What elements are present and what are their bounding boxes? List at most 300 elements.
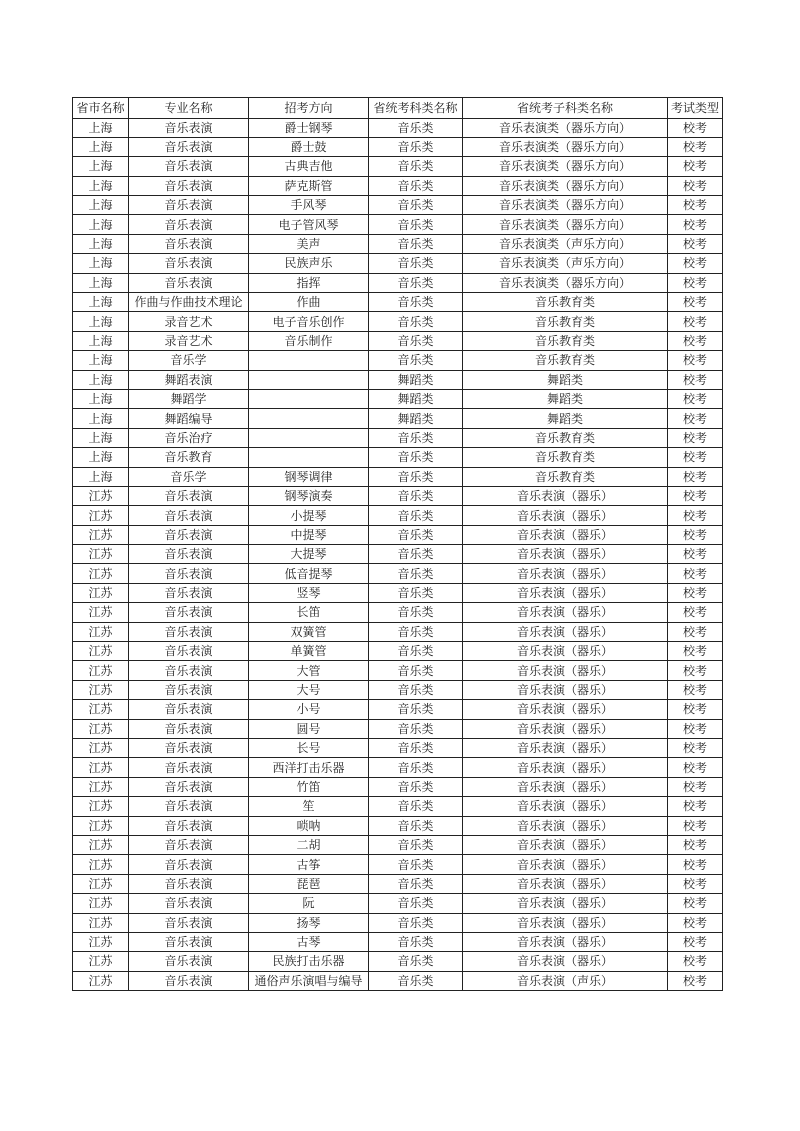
cell-category: 音乐类 — [369, 622, 463, 641]
table-row — [73, 157, 723, 176]
table-header-row — [73, 98, 723, 119]
cell-category: 音乐类 — [369, 855, 463, 874]
cell-subcategory: 音乐表演（器乐） — [463, 700, 668, 719]
cell-major: 音乐治疗 — [129, 428, 249, 447]
cell-subcategory: 音乐表演类（器乐方向） — [463, 273, 668, 292]
cell-province: 江苏 — [73, 894, 129, 913]
cell-direction: 大管 — [249, 661, 369, 680]
cell-major: 音乐表演 — [129, 777, 249, 796]
cell-province: 江苏 — [73, 603, 129, 622]
cell-direction: 古琴 — [249, 932, 369, 951]
table-row — [73, 254, 723, 273]
cell-subcategory: 舞蹈类 — [463, 389, 668, 408]
cell-subcategory: 音乐表演（器乐） — [463, 603, 668, 622]
cell-category: 音乐类 — [369, 331, 463, 350]
cell-subcategory: 音乐表演类（器乐方向） — [463, 118, 668, 137]
cell-subcategory: 音乐表演类（器乐方向） — [463, 196, 668, 215]
table-row — [73, 564, 723, 583]
cell-category: 音乐类 — [369, 971, 463, 990]
cell-category: 音乐类 — [369, 467, 463, 486]
table-row — [73, 777, 723, 796]
cell-province: 上海 — [73, 176, 129, 195]
cell-major: 音乐表演 — [129, 545, 249, 564]
cell-subcategory: 音乐表演类（器乐方向） — [463, 215, 668, 234]
cell-direction: 长笛 — [249, 603, 369, 622]
cell-category: 音乐类 — [369, 719, 463, 738]
table-row — [73, 176, 723, 195]
table-row — [73, 409, 723, 428]
cell-province: 江苏 — [73, 622, 129, 641]
cell-province: 江苏 — [73, 874, 129, 893]
cell-major: 音乐表演 — [129, 564, 249, 583]
cell-category: 音乐类 — [369, 312, 463, 331]
cell-subcategory: 音乐教育类 — [463, 448, 668, 467]
cell-major: 舞蹈表演 — [129, 370, 249, 389]
cell-subcategory: 音乐表演（器乐） — [463, 486, 668, 505]
cell-subcategory: 音乐表演类（声乐方向） — [463, 254, 668, 273]
cell-subcategory: 音乐表演（器乐） — [463, 797, 668, 816]
table-row — [73, 894, 723, 913]
cell-exam-type: 校考 — [668, 118, 723, 137]
cell-major: 音乐表演 — [129, 680, 249, 699]
cell-exam-type: 校考 — [668, 448, 723, 467]
cell-category: 音乐类 — [369, 545, 463, 564]
cell-major: 音乐表演 — [129, 176, 249, 195]
cell-exam-type: 校考 — [668, 196, 723, 215]
cell-province: 江苏 — [73, 719, 129, 738]
cell-major: 音乐教育 — [129, 448, 249, 467]
cell-exam-type: 校考 — [668, 215, 723, 234]
cell-subcategory: 音乐表演（声乐） — [463, 971, 668, 990]
cell-province: 上海 — [73, 428, 129, 447]
cell-exam-type: 校考 — [668, 428, 723, 447]
cell-province: 江苏 — [73, 545, 129, 564]
cell-major: 录音艺术 — [129, 312, 249, 331]
cell-exam-type: 校考 — [668, 932, 723, 951]
cell-exam-type: 校考 — [668, 583, 723, 602]
cell-major: 作曲与作曲技术理论 — [129, 293, 249, 312]
cell-exam-type: 校考 — [668, 137, 723, 156]
cell-category: 音乐类 — [369, 603, 463, 622]
cell-category: 音乐类 — [369, 952, 463, 971]
cell-category: 音乐类 — [369, 196, 463, 215]
cell-province: 江苏 — [73, 855, 129, 874]
cell-major: 音乐表演 — [129, 157, 249, 176]
cell-major: 音乐表演 — [129, 758, 249, 777]
cell-major: 音乐学 — [129, 351, 249, 370]
cell-category: 音乐类 — [369, 758, 463, 777]
cell-exam-type: 校考 — [668, 603, 723, 622]
cell-direction: 扬琴 — [249, 913, 369, 932]
cell-subcategory: 舞蹈类 — [463, 370, 668, 389]
cell-major: 音乐表演 — [129, 525, 249, 544]
cell-major: 音乐表演 — [129, 622, 249, 641]
cell-subcategory: 音乐表演（器乐） — [463, 719, 668, 738]
cell-province: 上海 — [73, 467, 129, 486]
cell-major: 音乐表演 — [129, 874, 249, 893]
cell-exam-type: 校考 — [668, 642, 723, 661]
cell-direction: 电子管风琴 — [249, 215, 369, 234]
cell-exam-type: 校考 — [668, 370, 723, 389]
cell-subcategory: 音乐表演（器乐） — [463, 874, 668, 893]
cell-subcategory: 音乐表演（器乐） — [463, 642, 668, 661]
cell-major: 音乐表演 — [129, 816, 249, 835]
cell-subcategory: 音乐教育类 — [463, 331, 668, 350]
cell-province: 上海 — [73, 273, 129, 292]
cell-exam-type: 校考 — [668, 234, 723, 253]
cell-exam-type: 校考 — [668, 777, 723, 796]
cell-province: 江苏 — [73, 642, 129, 661]
cell-exam-type: 校考 — [668, 312, 723, 331]
cell-major: 音乐表演 — [129, 506, 249, 525]
cell-exam-type: 校考 — [668, 680, 723, 699]
table-row — [73, 952, 723, 971]
cell-major: 音乐表演 — [129, 913, 249, 932]
cell-exam-type: 校考 — [668, 661, 723, 680]
cell-exam-type: 校考 — [668, 719, 723, 738]
table-row — [73, 525, 723, 544]
cell-direction: 圆号 — [249, 719, 369, 738]
table-row — [73, 545, 723, 564]
cell-subcategory: 音乐表演类（声乐方向） — [463, 234, 668, 253]
cell-subcategory: 音乐表演（器乐） — [463, 932, 668, 951]
cell-province: 江苏 — [73, 758, 129, 777]
cell-category: 音乐类 — [369, 642, 463, 661]
cell-category: 音乐类 — [369, 874, 463, 893]
cell-major: 音乐表演 — [129, 486, 249, 505]
cell-province: 上海 — [73, 293, 129, 312]
cell-exam-type: 校考 — [668, 835, 723, 854]
cell-direction: 二胡 — [249, 835, 369, 854]
cell-exam-type: 校考 — [668, 913, 723, 932]
cell-major: 音乐表演 — [129, 118, 249, 137]
cell-category: 音乐类 — [369, 835, 463, 854]
cell-category: 音乐类 — [369, 700, 463, 719]
table-row — [73, 331, 723, 350]
cell-major: 音乐表演 — [129, 932, 249, 951]
table-row — [73, 370, 723, 389]
cell-exam-type: 校考 — [668, 971, 723, 990]
cell-exam-type: 校考 — [668, 525, 723, 544]
cell-direction: 小号 — [249, 700, 369, 719]
cell-subcategory: 音乐表演（器乐） — [463, 777, 668, 796]
cell-province: 江苏 — [73, 525, 129, 544]
cell-direction: 手风琴 — [249, 196, 369, 215]
cell-exam-type: 校考 — [668, 894, 723, 913]
cell-province: 上海 — [73, 234, 129, 253]
cell-exam-type: 校考 — [668, 506, 723, 525]
cell-province: 江苏 — [73, 506, 129, 525]
table-row — [73, 700, 723, 719]
table-row — [73, 428, 723, 447]
cell-major: 音乐表演 — [129, 894, 249, 913]
cell-subcategory: 音乐表演类（器乐方向） — [463, 176, 668, 195]
cell-direction: 琵琶 — [249, 874, 369, 893]
cell-province: 上海 — [73, 215, 129, 234]
cell-category: 音乐类 — [369, 894, 463, 913]
cell-direction: 长号 — [249, 739, 369, 758]
table-row — [73, 486, 723, 505]
cell-category: 音乐类 — [369, 525, 463, 544]
cell-subcategory: 音乐表演（器乐） — [463, 622, 668, 641]
cell-direction: 电子音乐创作 — [249, 312, 369, 331]
header-exam-type: 考试类型 — [668, 98, 723, 119]
cell-major: 音乐表演 — [129, 661, 249, 680]
cell-category: 音乐类 — [369, 564, 463, 583]
cell-exam-type: 校考 — [668, 157, 723, 176]
cell-province: 上海 — [73, 118, 129, 137]
cell-subcategory: 音乐教育类 — [463, 293, 668, 312]
cell-major: 舞蹈编导 — [129, 409, 249, 428]
cell-province: 上海 — [73, 331, 129, 350]
cell-subcategory: 音乐教育类 — [463, 351, 668, 370]
cell-direction: 阮 — [249, 894, 369, 913]
cell-subcategory: 音乐表演（器乐） — [463, 913, 668, 932]
cell-exam-type: 校考 — [668, 254, 723, 273]
cell-category: 音乐类 — [369, 351, 463, 370]
cell-province: 江苏 — [73, 661, 129, 680]
cell-subcategory: 音乐表演（器乐） — [463, 525, 668, 544]
cell-direction — [249, 351, 369, 370]
cell-category: 舞蹈类 — [369, 389, 463, 408]
cell-direction: 中提琴 — [249, 525, 369, 544]
cell-major: 音乐表演 — [129, 137, 249, 156]
cell-province: 上海 — [73, 254, 129, 273]
cell-subcategory: 音乐表演（器乐） — [463, 758, 668, 777]
cell-subcategory: 音乐表演（器乐） — [463, 835, 668, 854]
cell-province: 上海 — [73, 448, 129, 467]
cell-province: 上海 — [73, 157, 129, 176]
cell-exam-type: 校考 — [668, 331, 723, 350]
table-row — [73, 642, 723, 661]
cell-subcategory: 音乐表演（器乐） — [463, 739, 668, 758]
cell-province: 江苏 — [73, 816, 129, 835]
cell-exam-type: 校考 — [668, 816, 723, 835]
cell-category: 音乐类 — [369, 486, 463, 505]
table-row — [73, 758, 723, 777]
cell-category: 音乐类 — [369, 293, 463, 312]
cell-province: 江苏 — [73, 777, 129, 796]
table-row — [73, 797, 723, 816]
cell-category: 音乐类 — [369, 913, 463, 932]
cell-direction: 笙 — [249, 797, 369, 816]
cell-direction: 民族打击乐器 — [249, 952, 369, 971]
cell-subcategory: 音乐表演（器乐） — [463, 564, 668, 583]
cell-subcategory: 音乐表演（器乐） — [463, 952, 668, 971]
cell-category: 舞蹈类 — [369, 370, 463, 389]
cell-major: 音乐表演 — [129, 603, 249, 622]
table-row — [73, 913, 723, 932]
cell-direction: 低音提琴 — [249, 564, 369, 583]
cell-exam-type: 校考 — [668, 952, 723, 971]
cell-major: 音乐表演 — [129, 952, 249, 971]
table-row — [73, 622, 723, 641]
cell-province: 上海 — [73, 389, 129, 408]
table-row — [73, 389, 723, 408]
cell-exam-type: 校考 — [668, 758, 723, 777]
cell-province: 江苏 — [73, 680, 129, 699]
table-row — [73, 467, 723, 486]
table-row — [73, 603, 723, 622]
cell-major: 音乐表演 — [129, 719, 249, 738]
cell-major: 音乐表演 — [129, 971, 249, 990]
cell-category: 音乐类 — [369, 680, 463, 699]
cell-province: 江苏 — [73, 583, 129, 602]
cell-direction: 竹笛 — [249, 777, 369, 796]
cell-direction: 作曲 — [249, 293, 369, 312]
cell-direction: 西洋打击乐器 — [249, 758, 369, 777]
cell-category: 音乐类 — [369, 273, 463, 292]
cell-category: 音乐类 — [369, 215, 463, 234]
table-row — [73, 739, 723, 758]
table-row — [73, 448, 723, 467]
cell-exam-type: 校考 — [668, 467, 723, 486]
cell-direction: 古筝 — [249, 855, 369, 874]
cell-province: 上海 — [73, 196, 129, 215]
cell-subcategory: 音乐教育类 — [463, 467, 668, 486]
cell-category: 音乐类 — [369, 739, 463, 758]
cell-subcategory: 舞蹈类 — [463, 409, 668, 428]
table-row — [73, 932, 723, 951]
table-row — [73, 234, 723, 253]
cell-major: 音乐表演 — [129, 234, 249, 253]
cell-category: 音乐类 — [369, 234, 463, 253]
cell-subcategory: 音乐表演类（器乐方向） — [463, 157, 668, 176]
table-row — [73, 118, 723, 137]
cell-direction: 双簧管 — [249, 622, 369, 641]
table-row — [73, 719, 723, 738]
cell-subcategory: 音乐表演（器乐） — [463, 816, 668, 835]
table-row — [73, 816, 723, 835]
cell-exam-type: 校考 — [668, 273, 723, 292]
table-body — [73, 118, 723, 991]
cell-major: 音乐表演 — [129, 855, 249, 874]
cell-category: 音乐类 — [369, 777, 463, 796]
cell-exam-type: 校考 — [668, 293, 723, 312]
cell-direction: 爵士钢琴 — [249, 118, 369, 137]
cell-major: 音乐表演 — [129, 700, 249, 719]
cell-province: 上海 — [73, 370, 129, 389]
cell-province: 江苏 — [73, 739, 129, 758]
cell-province: 江苏 — [73, 913, 129, 932]
table-row — [73, 661, 723, 680]
table-row — [73, 273, 723, 292]
cell-direction: 爵士鼓 — [249, 137, 369, 156]
table-row — [73, 196, 723, 215]
cell-subcategory: 音乐表演（器乐） — [463, 545, 668, 564]
cell-category: 音乐类 — [369, 157, 463, 176]
header-major: 专业名称 — [129, 98, 249, 119]
cell-direction — [249, 370, 369, 389]
admissions-table — [72, 97, 723, 991]
cell-direction — [249, 448, 369, 467]
cell-province: 江苏 — [73, 835, 129, 854]
cell-direction: 通俗声乐演唱与编导 — [249, 971, 369, 990]
table-row — [73, 293, 723, 312]
cell-exam-type: 校考 — [668, 622, 723, 641]
cell-direction: 美声 — [249, 234, 369, 253]
cell-subcategory: 音乐表演（器乐） — [463, 894, 668, 913]
table-row — [73, 835, 723, 854]
header-province: 省市名称 — [73, 98, 129, 119]
cell-subcategory: 音乐表演类（器乐方向） — [463, 137, 668, 156]
cell-province: 江苏 — [73, 486, 129, 505]
cell-subcategory: 音乐教育类 — [463, 428, 668, 447]
cell-exam-type: 校考 — [668, 739, 723, 758]
table-row — [73, 874, 723, 893]
header-direction: 招考方向 — [249, 98, 369, 119]
cell-subcategory: 音乐表演（器乐） — [463, 583, 668, 602]
header-subcategory: 省统考子科类名称 — [463, 98, 668, 119]
cell-province: 上海 — [73, 312, 129, 331]
cell-exam-type: 校考 — [668, 389, 723, 408]
header-category: 省统考科类名称 — [369, 98, 463, 119]
cell-subcategory: 音乐表演（器乐） — [463, 855, 668, 874]
cell-direction: 单簧管 — [249, 642, 369, 661]
cell-province: 上海 — [73, 409, 129, 428]
cell-category: 音乐类 — [369, 118, 463, 137]
cell-exam-type: 校考 — [668, 564, 723, 583]
cell-subcategory: 音乐表演（器乐） — [463, 680, 668, 699]
cell-direction — [249, 428, 369, 447]
cell-direction: 大提琴 — [249, 545, 369, 564]
cell-direction: 古典吉他 — [249, 157, 369, 176]
cell-direction: 唢呐 — [249, 816, 369, 835]
cell-province: 江苏 — [73, 700, 129, 719]
table-row — [73, 855, 723, 874]
table-row — [73, 971, 723, 990]
cell-exam-type: 校考 — [668, 545, 723, 564]
cell-direction — [249, 409, 369, 428]
cell-category: 音乐类 — [369, 661, 463, 680]
cell-category: 音乐类 — [369, 816, 463, 835]
cell-direction: 萨克斯管 — [249, 176, 369, 195]
table-row — [73, 583, 723, 602]
cell-major: 音乐表演 — [129, 739, 249, 758]
cell-province: 江苏 — [73, 797, 129, 816]
cell-major: 音乐表演 — [129, 196, 249, 215]
cell-exam-type: 校考 — [668, 700, 723, 719]
cell-province: 上海 — [73, 137, 129, 156]
table-row — [73, 506, 723, 525]
cell-direction: 钢琴调律 — [249, 467, 369, 486]
cell-exam-type: 校考 — [668, 351, 723, 370]
cell-direction — [249, 389, 369, 408]
cell-category: 音乐类 — [369, 932, 463, 951]
cell-subcategory: 音乐表演（器乐） — [463, 661, 668, 680]
cell-exam-type: 校考 — [668, 176, 723, 195]
cell-direction: 竖琴 — [249, 583, 369, 602]
cell-major: 录音艺术 — [129, 331, 249, 350]
cell-category: 音乐类 — [369, 428, 463, 447]
cell-major: 音乐表演 — [129, 254, 249, 273]
cell-province: 江苏 — [73, 971, 129, 990]
cell-direction: 民族声乐 — [249, 254, 369, 273]
cell-major: 音乐表演 — [129, 215, 249, 234]
cell-direction: 音乐制作 — [249, 331, 369, 350]
table-row — [73, 351, 723, 370]
cell-exam-type: 校考 — [668, 486, 723, 505]
cell-category: 音乐类 — [369, 797, 463, 816]
cell-major: 音乐学 — [129, 467, 249, 486]
cell-category: 舞蹈类 — [369, 409, 463, 428]
cell-major: 音乐表演 — [129, 797, 249, 816]
table-row — [73, 680, 723, 699]
cell-category: 音乐类 — [369, 176, 463, 195]
cell-exam-type: 校考 — [668, 409, 723, 428]
cell-direction: 指挥 — [249, 273, 369, 292]
cell-province: 江苏 — [73, 932, 129, 951]
